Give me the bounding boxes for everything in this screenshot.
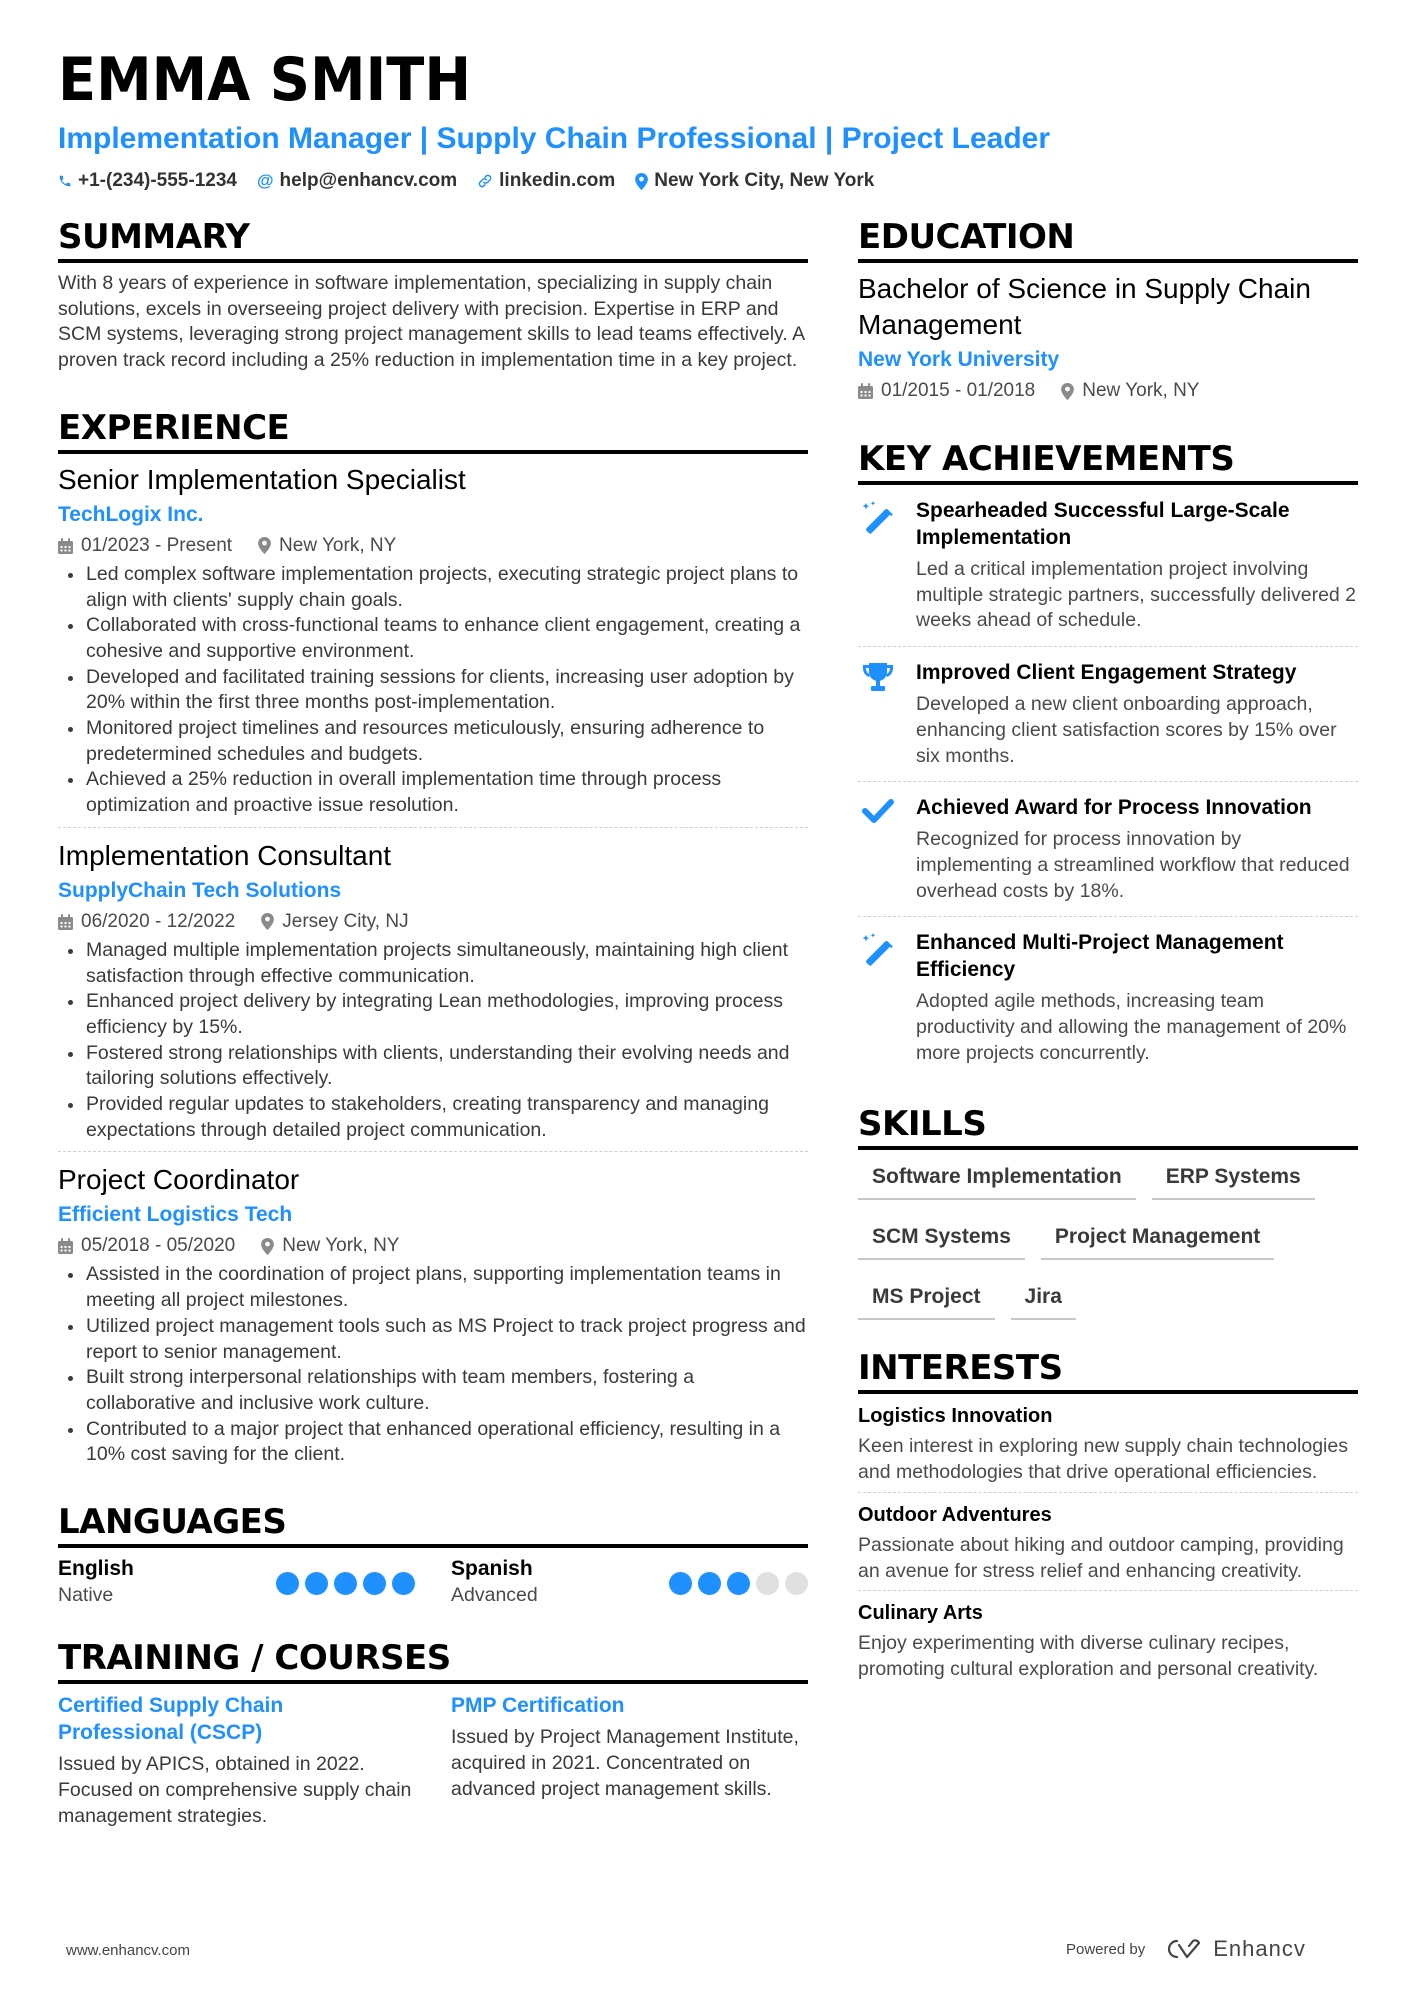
experience-heading: EXPERIENCE (58, 406, 808, 454)
bullet: Contributed to a major project that enhanced operational efficiency, resulting in a 10% cost saving for the client. (58, 1417, 808, 1468)
achievement-item (858, 655, 1358, 782)
job-title: Project Coordinator (58, 1164, 300, 1196)
training-desc: Issued by APICS, obtained in 2022. Focused on comprehensive supply chain management strategies. (58, 1753, 412, 1827)
training-section (58, 1636, 808, 1829)
language-item (58, 1556, 415, 1608)
enhancv-logo (1163, 1936, 1306, 1962)
phone-text: +1-(234)-555-1234 (78, 170, 237, 191)
bullet: Developed and facilitated training sessions for clients, increasing user adoption by 20% within the first three months post-implementation. (58, 665, 808, 716)
job-bullets (58, 562, 808, 819)
candidate-name: EMMA SMITH (58, 45, 472, 115)
company-name: TechLogix Inc. (58, 502, 204, 526)
summary-section (58, 215, 808, 374)
education-meta (858, 377, 1358, 405)
skill-tag: MS Project (858, 1278, 995, 1320)
job-dates (58, 908, 235, 936)
interest-desc: Passionate about hiking and outdoor camping, providing an avenue for stress relief and enhancing creativity. (858, 1533, 1344, 1582)
brand-name: Enhancv (1213, 1936, 1306, 1961)
education-section (858, 215, 1358, 405)
trophy-icon (858, 659, 898, 769)
job-dates (58, 1232, 235, 1260)
rating-dot-empty (785, 1572, 808, 1595)
location-icon (261, 913, 274, 930)
education-heading: EDUCATION (858, 215, 1358, 263)
bullet: Monitored project timelines and resources meticulously, ensuring adherence to predetermined schedules and budgets. (58, 716, 808, 767)
degree: Bachelor of Science in Supply Chain Management (858, 273, 1311, 340)
dates-text: 01/2015 - 01/2018 (881, 380, 1036, 401)
achievement-desc: Developed a new client onboarding approach, enhancing client satisfaction scores by 15% over six months. (916, 693, 1337, 767)
training-item (58, 1692, 415, 1829)
location-icon (261, 1238, 274, 1255)
job-location (261, 908, 408, 936)
enhancv-logo-icon (1163, 1937, 1205, 1961)
training-heading: TRAINING / COURSES (58, 1636, 808, 1684)
rating-dot-filled (698, 1572, 721, 1595)
education-dates (858, 377, 1035, 405)
calendar-icon (58, 538, 73, 554)
magic-wand-icon (858, 929, 898, 1066)
language-name: Spanish (451, 1557, 533, 1581)
phone-icon (58, 174, 72, 188)
dates-text: 06/2020 - 12/2022 (81, 910, 236, 932)
skills-section (858, 1102, 1358, 1320)
job-entry (58, 838, 808, 1153)
dates-text: 05/2018 - 05/2020 (81, 1235, 236, 1257)
contact-phone[interactable] (58, 170, 237, 192)
languages-list (58, 1556, 808, 1608)
linkedin-text: linkedin.com (499, 170, 616, 191)
interest-title: Culinary Arts (858, 1602, 983, 1625)
proficiency-dots (669, 1572, 808, 1595)
contact-email[interactable] (257, 170, 457, 192)
interest-item (858, 1501, 1358, 1591)
location-icon (258, 537, 271, 554)
job-location (261, 1232, 399, 1260)
school-name: New York University (858, 348, 1060, 371)
resume-header (58, 44, 1358, 192)
interest-item (858, 1402, 1358, 1492)
skills-list (858, 1158, 1358, 1320)
footer-website[interactable]: www.enhancv.com (66, 1942, 190, 1959)
right-column (858, 215, 1358, 1719)
contact-linkedin[interactable] (477, 170, 615, 192)
magic-wand-icon (858, 497, 898, 634)
powered-by-label: Powered by (1066, 1940, 1146, 1958)
bullet: Assisted in the coordination of project plans, supporting implementation teams in meeting all project milestones. (58, 1262, 808, 1313)
dates-text: 01/2023 - Present (81, 534, 233, 556)
summary-heading: SUMMARY (58, 215, 808, 263)
job-bullets (58, 938, 808, 1144)
achievement-item (858, 790, 1358, 917)
interest-title: Outdoor Adventures (858, 1503, 1052, 1526)
rating-dot-filled (305, 1572, 328, 1595)
bullet: Enhanced project delivery by integrating Lean methodologies, improving process efficiency by 15%. (58, 989, 808, 1040)
location-icon (1061, 383, 1074, 400)
proficiency-dots (276, 1572, 415, 1595)
location-text: New York, NY (279, 534, 397, 556)
achievement-desc: Led a critical implementation project involving multiple strategic partners, successfully delivered 2 weeks ahead of schedule. (916, 558, 1357, 632)
training-title: PMP Certification (451, 1694, 625, 1718)
interest-item (858, 1599, 1358, 1688)
summary-text: With 8 years of experience in software implementation, specializing in supply chain solutions, excels in overseeing project delivery with precision. Expertise in ERP and SCM systems, leveraging strong project management skills to lead teams effectively. A proven track record including a 25% reduction in implementation time in a key project. (58, 272, 805, 372)
achievement-title: Achieved Award for Process Innovation (916, 796, 1312, 820)
job-dates (58, 532, 232, 560)
education-location (1061, 377, 1199, 405)
achievement-title: Spearheaded Successful Large-Scale Implementation (916, 499, 1290, 549)
skill-tag: Project Management (1041, 1218, 1274, 1260)
job-title: Senior Implementation Specialist (58, 463, 466, 495)
achievement-item (858, 493, 1358, 647)
skill-tag: Jira (1011, 1278, 1076, 1320)
rating-dot-filled (334, 1572, 357, 1595)
footer-branding[interactable] (1066, 1936, 1306, 1962)
language-level: Native (58, 1584, 114, 1607)
language-level: Advanced (451, 1584, 538, 1607)
achievements-heading: KEY ACHIEVEMENTS (858, 437, 1358, 485)
bullet: Provided regular updates to stakeholders, creating transparency and managing expectations through detailed project communication. (58, 1092, 808, 1143)
skill-tag: ERP Systems (1152, 1158, 1315, 1200)
job-meta (58, 1232, 808, 1260)
training-desc: Issued by Project Management Institute, acquired in 2021. Concentrated on advanced project management skills. (451, 1726, 799, 1800)
contact-bar (58, 170, 1358, 192)
training-title: Certified Supply Chain Professional (CSCP) (58, 1694, 284, 1745)
experience-section (58, 406, 808, 1476)
bullet: Collaborated with cross-functional teams to enhance client engagement, creating a cohesive and supportive environment. (58, 613, 808, 664)
interest-title: Logistics Innovation (858, 1405, 1053, 1428)
bullet: Led complex software implementation projects, executing strategic project plans to align with clients' supply chain goals. (58, 562, 808, 613)
achievement-title: Improved Client Engagement Strategy (916, 661, 1297, 685)
bullet: Managed multiple implementation projects simultaneously, maintaining high client satisfaction through effective communication. (58, 938, 808, 989)
rating-dot-filled (392, 1572, 415, 1595)
achievement-desc: Adopted agile methods, increasing team productivity and allowing the management of 20% more projects concurrently. (916, 990, 1347, 1064)
company-name: Efficient Logistics Tech (58, 1203, 293, 1227)
interests-heading: INTERESTS (858, 1346, 1358, 1394)
achievement-title: Enhanced Multi-Project Management Efficiency (916, 931, 1284, 982)
location-text: New York, NY (282, 1235, 400, 1257)
language-name: English (58, 1557, 134, 1581)
location-icon (635, 173, 648, 190)
achievements-section (858, 437, 1358, 1078)
achievement-item (858, 925, 1358, 1078)
location-text: New York, NY (1082, 380, 1200, 401)
job-location (258, 532, 396, 560)
job-entry (58, 462, 808, 828)
training-item (451, 1692, 808, 1829)
interest-desc: Enjoy experimenting with diverse culinary recipes, promoting cultural exploration and personal creativity. (858, 1632, 1319, 1680)
company-name: SupplyChain Tech Solutions (58, 878, 342, 902)
rating-dot-filled (727, 1572, 750, 1595)
job-meta (58, 908, 808, 936)
location-text: New York City, New York (654, 170, 875, 191)
bullet: Fostered strong relationships with clients, understanding their evolving needs and tailoring solutions effectively. (58, 1041, 808, 1092)
rating-dot-filled (669, 1572, 692, 1595)
contact-location (635, 170, 874, 192)
achievement-desc: Recognized for process innovation by implementing a streamlined workflow that reduced overhead costs by 18%. (916, 828, 1350, 902)
link-icon (477, 173, 493, 189)
interest-desc: Keen interest in exploring new supply chain technologies and methodologies that drive operational efficiencies. (858, 1435, 1348, 1484)
checkmark-icon (858, 794, 898, 904)
bullet: Built strong interpersonal relationships with team members, fostering a collaborative and inclusive work culture. (58, 1365, 808, 1416)
rating-dot-filled (276, 1572, 299, 1595)
job-bullets (58, 1262, 808, 1468)
bullet: Achieved a 25% reduction in overall implementation time through process optimization and proactive issue resolution. (58, 767, 808, 818)
skill-tag: Software Implementation (858, 1158, 1136, 1200)
languages-section (58, 1500, 808, 1608)
calendar-icon (58, 914, 73, 930)
skills-heading: SKILLS (858, 1102, 1358, 1150)
calendar-icon (858, 383, 873, 399)
interests-section (858, 1346, 1358, 1688)
job-title: Implementation Consultant (58, 839, 392, 871)
at-icon: @ (256, 171, 274, 190)
location-text: Jersey City, NJ (282, 910, 409, 932)
rating-dot-empty (756, 1572, 779, 1595)
skill-tag: SCM Systems (858, 1218, 1025, 1260)
language-item (451, 1556, 808, 1608)
languages-heading: LANGUAGES (58, 1500, 808, 1548)
rating-dot-filled (363, 1572, 386, 1595)
job-meta (58, 532, 808, 560)
job-entry (58, 1162, 808, 1476)
training-list (58, 1692, 808, 1829)
headline: Implementation Manager | Supply Chain Professional | Project Leader (58, 122, 1051, 155)
email-text: help@enhancv.com (279, 170, 458, 191)
calendar-icon (58, 1238, 73, 1254)
left-column (58, 215, 808, 1859)
bullet: Utilized project management tools such as MS Project to track project progress and report to senior management. (58, 1314, 808, 1365)
